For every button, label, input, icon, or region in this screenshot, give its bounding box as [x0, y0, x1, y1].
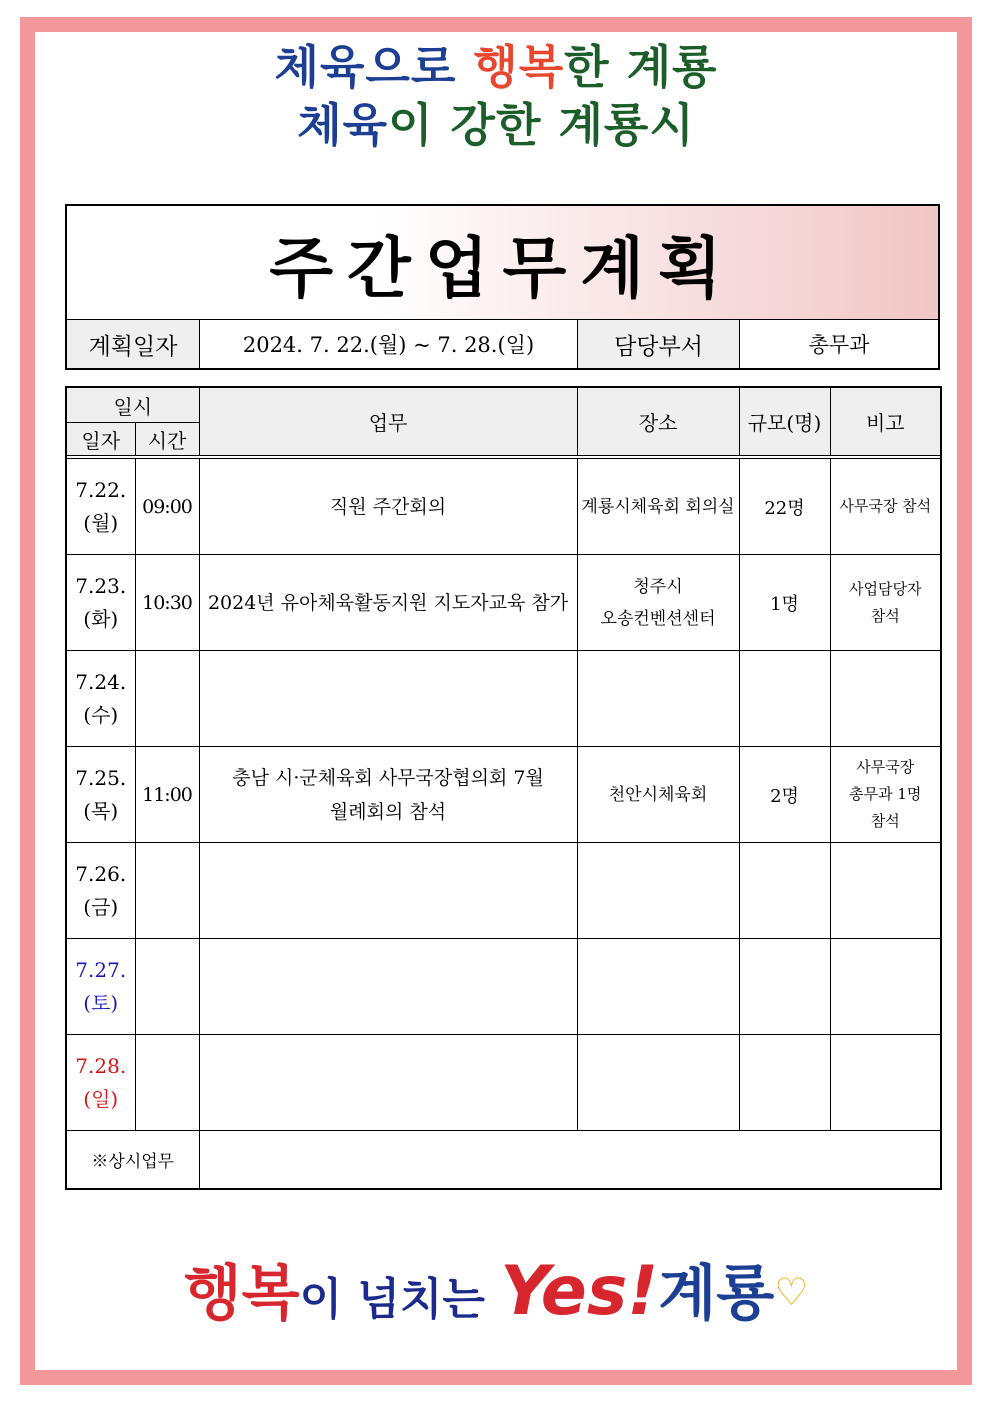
top-slogan-segment: 행복 — [473, 40, 565, 94]
dept-label: 담당부서 — [578, 320, 740, 368]
page-title: 주간업무계획 — [269, 230, 736, 307]
task-cell — [199, 747, 577, 843]
scale-cell — [739, 651, 830, 747]
time-cell: 09:00 — [135, 459, 199, 555]
weekday-text: (일) — [83, 1086, 119, 1111]
top-slogan-line-1 — [0, 38, 992, 96]
top-slogan-segment: 계룡 — [626, 40, 718, 94]
date-text: 7.27. — [75, 957, 127, 982]
date-cell — [66, 939, 135, 1035]
time-cell — [135, 651, 199, 747]
time-cell — [135, 939, 199, 1035]
plan-date-label: 계획일자 — [67, 320, 200, 368]
weekday-text: (목) — [83, 798, 119, 823]
task-cell — [199, 651, 577, 747]
note-cell — [830, 939, 941, 1035]
date-cell — [66, 651, 135, 747]
date-text: 7.24. — [75, 669, 127, 694]
date-cell — [66, 459, 135, 555]
date-text: 7.26. — [75, 861, 127, 886]
table-row — [66, 843, 941, 939]
bottom-slogan-part-1: 행복 — [183, 1259, 300, 1329]
cell-line: 사무국장 참석 — [839, 497, 932, 515]
top-slogan-segment: 계룡시 — [558, 98, 695, 152]
header-place: 장소 — [577, 387, 739, 456]
header-date: 일자 — [66, 423, 135, 456]
plan-header-box — [65, 204, 940, 370]
time-cell — [135, 843, 199, 939]
top-slogan-line-2 — [0, 96, 992, 154]
cell-line: 참석 — [870, 606, 900, 625]
cell-line: 직원 주간회의 — [329, 495, 447, 518]
cell-line: 사무국장 — [856, 758, 915, 776]
cell-line: 오송컨벤션센터 — [600, 608, 716, 629]
plan-date-value: 2024. 7. 22.(월) ~ 7. 28.(일) — [200, 320, 578, 368]
header-task: 업무 — [199, 387, 577, 456]
scale-cell: 1명 — [739, 555, 830, 651]
header-time: 시간 — [135, 423, 199, 456]
dept-value: 총무과 — [808, 333, 870, 357]
table-row — [66, 555, 941, 651]
date-cell — [66, 555, 135, 651]
cell-line: 2024년 유아체육활동지원 지도자교육 참가 — [207, 591, 569, 614]
table-row — [66, 939, 941, 1035]
cell-line: 천안시체육회 — [608, 784, 708, 805]
table-row — [66, 651, 941, 747]
top-slogan-segment: 체육으로 — [274, 40, 474, 94]
weekday-text: (토) — [83, 990, 119, 1015]
time-cell: 11:00 — [135, 747, 199, 843]
time-cell — [135, 1035, 199, 1131]
note-cell — [830, 843, 941, 939]
weekday-text: (월) — [83, 510, 119, 535]
cell-line: 참석 — [870, 812, 900, 830]
place-cell — [577, 1035, 739, 1131]
cell-line: 계룡시체육회 회의실 — [581, 496, 735, 517]
date-text: 7.23. — [75, 573, 127, 598]
scale-cell: 22명 — [739, 459, 830, 555]
top-slogan-segment: 체육 — [297, 98, 389, 152]
weekday-text: (수) — [83, 702, 119, 727]
table-row — [66, 747, 941, 843]
scale-cell — [739, 1035, 830, 1131]
heart-icon: ♡ — [774, 1270, 809, 1314]
note-cell — [830, 555, 941, 651]
task-cell — [199, 939, 577, 1035]
task-cell — [199, 459, 577, 555]
top-slogan-segment: 이 강한 — [388, 98, 559, 152]
scale-cell — [739, 939, 830, 1035]
cell-line: 충남 시·군체육회 사무국장협의회 7월 — [232, 766, 544, 789]
weekday-text: (화) — [83, 606, 119, 631]
top-slogan — [0, 38, 992, 154]
title-band — [67, 206, 938, 320]
table-row — [66, 459, 941, 555]
task-cell — [199, 843, 577, 939]
header-scale: 규모(명) — [739, 387, 830, 456]
top-slogan-segment: 한 — [564, 40, 627, 94]
cell-line: 청주시 — [633, 576, 683, 597]
note-cell — [830, 459, 941, 555]
bottom-slogan — [0, 1252, 992, 1340]
weekday-text: (금) — [83, 894, 119, 919]
date-text: 7.25. — [75, 765, 127, 790]
date-cell — [66, 1035, 135, 1131]
table-row — [66, 1035, 941, 1131]
place-cell — [577, 651, 739, 747]
permanent-task-label: ※상시업무 — [66, 1131, 199, 1190]
date-text: 7.28. — [75, 1053, 127, 1078]
note-cell — [830, 1035, 941, 1131]
header-note: 비고 — [830, 387, 941, 456]
place-cell — [577, 747, 739, 843]
bottom-slogan-part-4: 계룡 — [658, 1259, 775, 1329]
time-cell: 10:30 — [135, 555, 199, 651]
bottom-slogan-part-2: 이 넘치는 — [299, 1274, 501, 1325]
cell-line: 월례회의 참석 — [329, 800, 447, 823]
task-cell — [199, 555, 577, 651]
date-cell — [66, 843, 135, 939]
place-cell — [577, 843, 739, 939]
task-cell — [199, 1035, 577, 1131]
date-cell — [66, 747, 135, 843]
cell-line: 사업담당자 — [849, 579, 922, 598]
schedule-table — [65, 386, 942, 1190]
scale-cell: 2명 — [739, 747, 830, 843]
plan-info-row — [67, 320, 938, 368]
note-cell — [830, 651, 941, 747]
permanent-task-row — [66, 1131, 941, 1190]
note-cell — [830, 747, 941, 843]
place-cell — [577, 555, 739, 651]
cell-line: 총무과 1명 — [849, 785, 922, 803]
place-cell — [577, 939, 739, 1035]
permanent-task-value — [199, 1131, 941, 1190]
place-cell — [577, 459, 739, 555]
scale-cell — [739, 843, 830, 939]
date-text: 7.22. — [75, 477, 127, 502]
header-datetime: 일시 — [66, 387, 199, 423]
bottom-slogan-part-3: Yes! — [500, 1252, 659, 1331]
